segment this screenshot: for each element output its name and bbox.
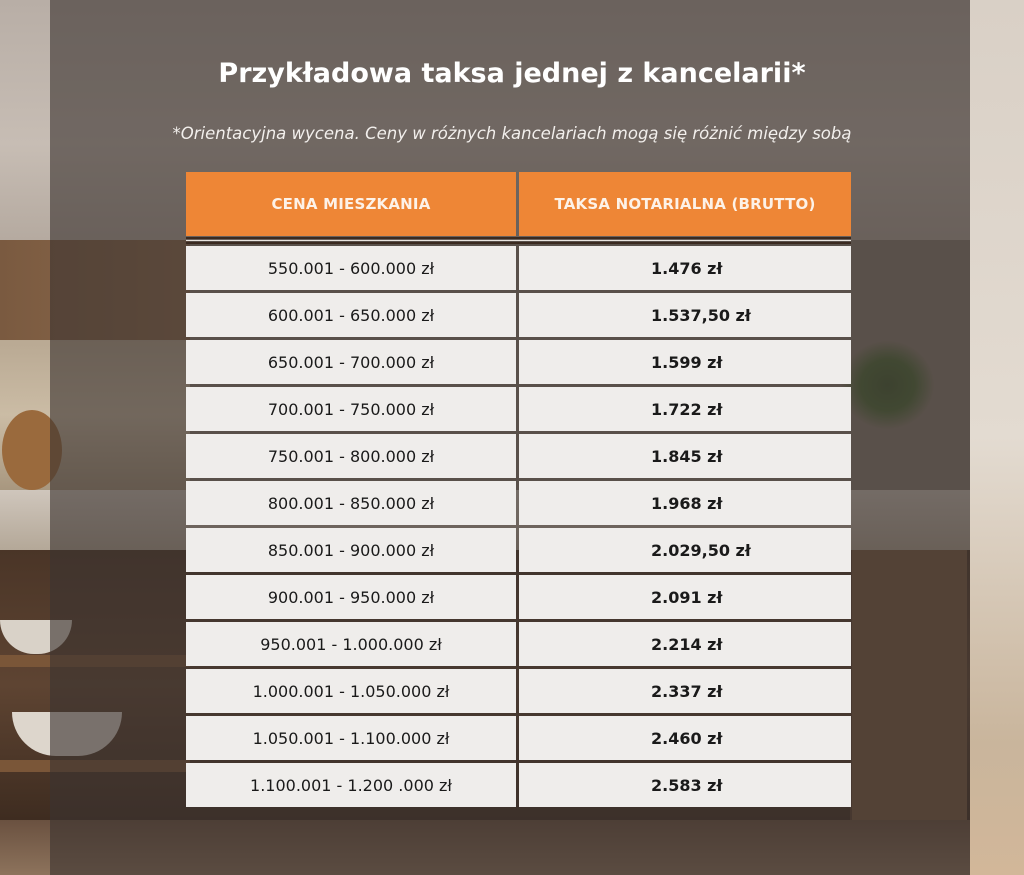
fee-cell: 1.476 zł: [519, 246, 851, 290]
table-body: [186, 246, 851, 810]
price-cell: 550.001 - 600.000 zł: [186, 246, 516, 290]
fee-cell: 2.091 zł: [519, 575, 851, 619]
price-cell: 1.000.001 - 1.050.000 zł: [186, 669, 516, 713]
price-cell: 1.100.001 - 1.200 .000 zł: [186, 763, 516, 807]
fee-cell: 2.460 zł: [519, 716, 851, 760]
price-cell: 600.001 - 650.000 zł: [186, 293, 516, 337]
table-header: [186, 172, 851, 236]
fee-cell: 1.845 zł: [519, 434, 851, 478]
column-header-price: CENA MIESZKANIA: [186, 172, 516, 236]
price-cell: 750.001 - 800.000 zł: [186, 434, 516, 478]
table-row: [186, 293, 851, 337]
table-row: [186, 669, 851, 713]
disclaimer-subtitle: *Orientacyjna wycena. Ceny w różnych kancelariach mogą się różnić między sobą: [172, 124, 852, 143]
fee-cell: 1.968 zł: [519, 481, 851, 525]
table-row: [186, 340, 851, 384]
fee-cell: 2.214 zł: [519, 622, 851, 666]
table-row: [186, 387, 851, 431]
table-row: [186, 434, 851, 478]
fee-cell: 2.583 zł: [519, 763, 851, 807]
table-row: [186, 481, 851, 525]
price-cell: 700.001 - 750.000 zł: [186, 387, 516, 431]
fee-cell: 1.722 zł: [519, 387, 851, 431]
page-title: Przykładowa taksa jednej z kancelarii*: [218, 58, 806, 89]
header-separator: [186, 236, 851, 246]
table-row: [186, 763, 851, 807]
table-row: [186, 528, 851, 572]
price-cell: 950.001 - 1.000.000 zł: [186, 622, 516, 666]
price-cell: 650.001 - 700.000 zł: [186, 340, 516, 384]
price-cell: 850.001 - 900.000 zł: [186, 528, 516, 572]
column-header-fee: TAKSA NOTARIALNA (BRUTTO): [519, 172, 851, 236]
fee-cell: 2.029,50 zł: [519, 528, 851, 572]
table-row: [186, 575, 851, 619]
fee-cell: 2.337 zł: [519, 669, 851, 713]
table-row: [186, 716, 851, 760]
table-row: [186, 246, 851, 290]
fee-cell: 1.599 zł: [519, 340, 851, 384]
price-cell: 900.001 - 950.000 zł: [186, 575, 516, 619]
fee-table: [186, 172, 851, 810]
table-row: [186, 622, 851, 666]
fee-cell: 1.537,50 zł: [519, 293, 851, 337]
price-cell: 1.050.001 - 1.100.000 zł: [186, 716, 516, 760]
price-cell: 800.001 - 850.000 zł: [186, 481, 516, 525]
